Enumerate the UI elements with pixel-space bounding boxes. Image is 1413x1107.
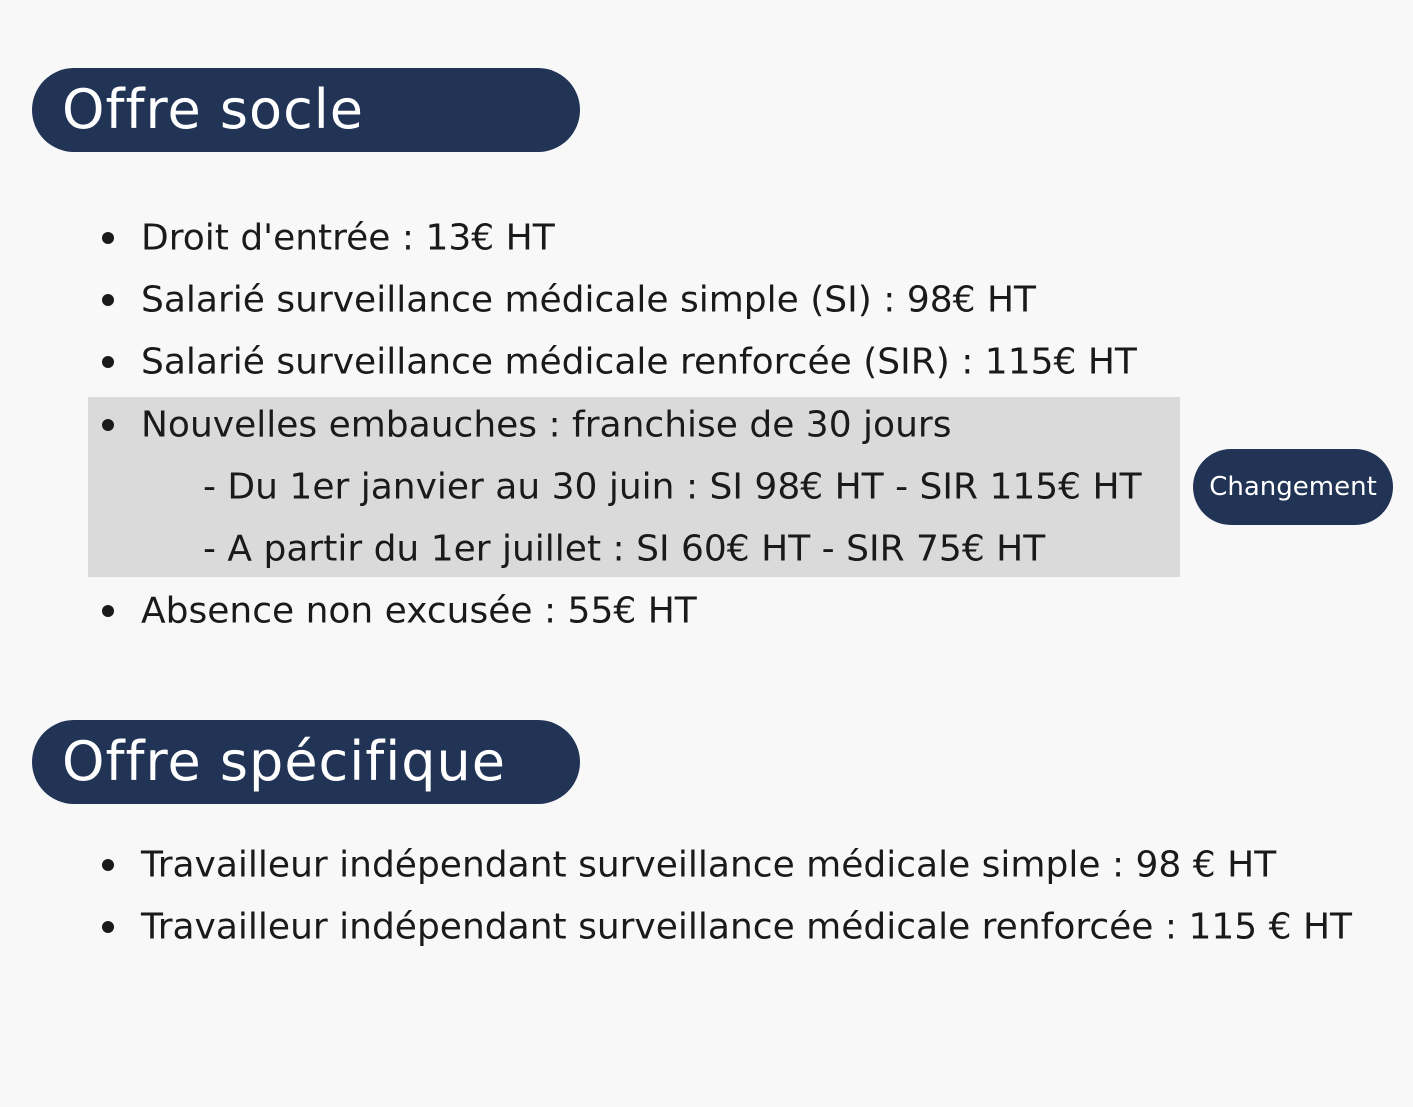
- bullet-icon: [102, 294, 114, 306]
- bullet-icon: [102, 232, 114, 244]
- offre-socle-heading: [32, 68, 580, 152]
- list-item-text: Travailleur indépendant surveillance médicale simple : 98 € HT: [141, 844, 1277, 886]
- list-item-text: Travailleur indépendant surveillance médicale renforcée : 115 € HT: [141, 906, 1353, 948]
- offre-specifique-heading: [32, 720, 580, 804]
- bullet-icon: [102, 605, 114, 617]
- changement-badge-label: Changement: [1209, 472, 1377, 502]
- sub-list-item-text: - A partir du 1er juillet : SI 60€ HT - SIR 75€ HT: [203, 528, 1046, 570]
- list-item-text: Nouvelles embauches : franchise de 30 jours: [141, 404, 952, 446]
- bullet-icon: [102, 419, 114, 431]
- sub-list-item-text: - Du 1er janvier au 30 juin : SI 98€ HT - SIR 115€ HT: [203, 466, 1142, 508]
- offre-socle-title: Offre socle: [62, 78, 365, 141]
- list-item-text: Salarié surveillance médicale renforcée (SIR) : 115€ HT: [141, 341, 1137, 383]
- list-item-text: Droit d'entrée : 13€ HT: [141, 217, 555, 259]
- changement-badge: [1193, 449, 1393, 525]
- bullet-icon: [102, 859, 114, 871]
- list-item-text: Absence non excusée : 55€ HT: [141, 590, 697, 632]
- offre-specifique-title: Offre spécifique: [62, 730, 506, 793]
- bullet-icon: [102, 356, 114, 368]
- list-item-text: Salarié surveillance médicale simple (SI) : 98€ HT: [141, 279, 1037, 321]
- bullet-icon: [102, 921, 114, 933]
